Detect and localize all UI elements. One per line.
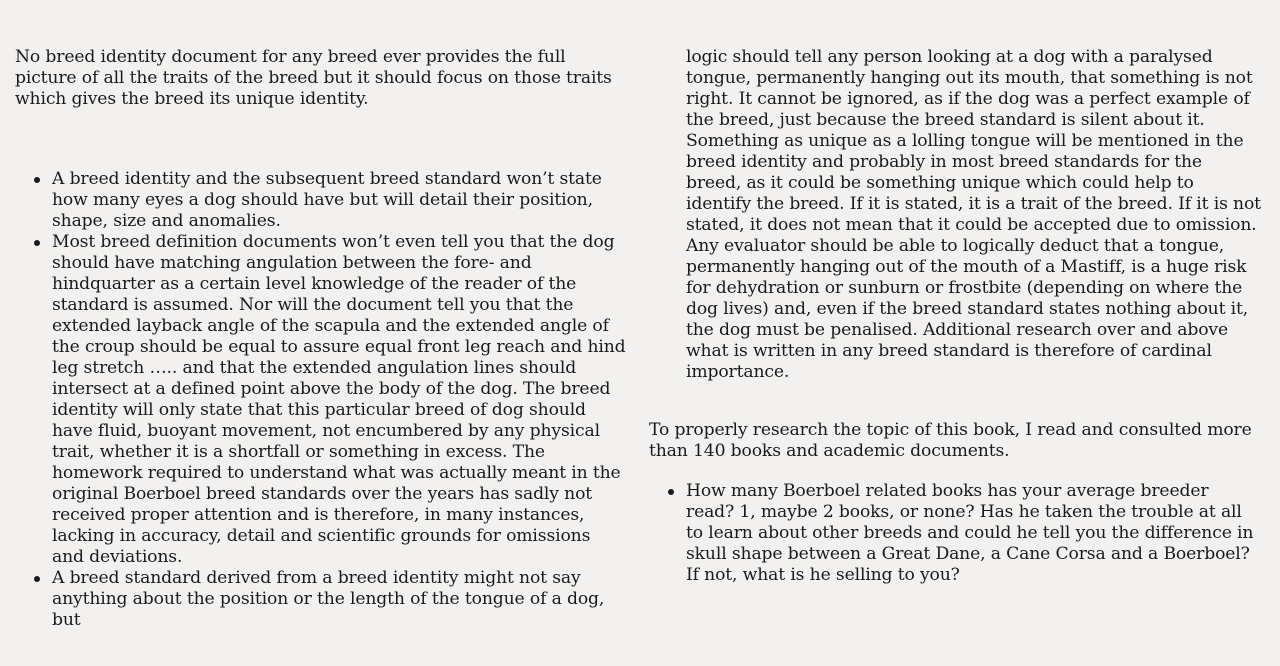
intro-paragraph: No breed identity document for any breed ever provides the full picture of all the traits of the breed but it should focus on those traits which gives the breed its unique identity. [15, 47, 612, 109]
list-item: A breed identity and the subsequent breed standard won’t state how many eyes a dog should have but will detail their position, shape, size and anomalies. [15, 169, 627, 232]
right-bullet-list [649, 481, 1261, 586]
list-item: How many Boerboel related books has your average breeder read? 1, maybe 2 books, or none? Has he taken the trouble at all to learn about other breeds and could he tell you the difference in skull shape between a Great Dane, a Cane Corsa and a Boerboel? If not, what is he selling to you? [649, 481, 1261, 586]
continued-bullet-text: logic should tell any person looking at a dog with a paralysed tongue, permanently hanging out its mouth, that something is not right. It cannot be ignored, as if the dog was a perfect example of the breed, just because the breed standard is silent about it. Something as unique as a lolling tongue will be mentioned in the breed identity and probably in most breed standards for the breed, as it could be something unique which could help to identify the breed. If it is stated, it is a trait of the breed. If it is not stated, it does not mean that it could be accepted due to omission. Any evaluator should be able to logically deduct that a tongue, permanently hanging out of the mouth of a Mastiff, is a huge risk for dehydration or sunburn or frostbite (depending on where the dog lives) and, even if the breed standard states nothing about it, the dog must be penalised. Additional research over and above what is written in any breed standard is therefore of cardinal importance. [686, 47, 1261, 382]
list-item: Most breed definition documents won’t even tell you that the dog should have matching angulation between the fore- and hindquarter as a certain level knowledge of the reader of the standard is assumed. Nor will the document tell you that the extended layback angle of the scapula and the extended angle of the croup should be equal to assure equal front leg reach and hind leg stretch ….. and that the extended angulation lines should intersect at a defined point above the body of the dog. The breed identity will only state that this particular breed of dog should have fluid, buoyant movement, not encumbered by any physical trait, whether it is a shortfall or something in excess. The homework required to understand what was actually meant in the original Boerboel breed standards over the years has sadly not received proper attention and is therefore, in many instances, lacking in accuracy, detail and scientific grounds for omissions and deviations. [15, 232, 627, 568]
left-bullet-list [15, 169, 627, 631]
list-item: A breed standard derived from a breed identity might not say anything about the position or the length of the tongue of a dog, but [15, 568, 627, 631]
research-paragraph: To properly research the topic of this book, I read and consulted more than 140 books and academic documents. [649, 420, 1252, 461]
